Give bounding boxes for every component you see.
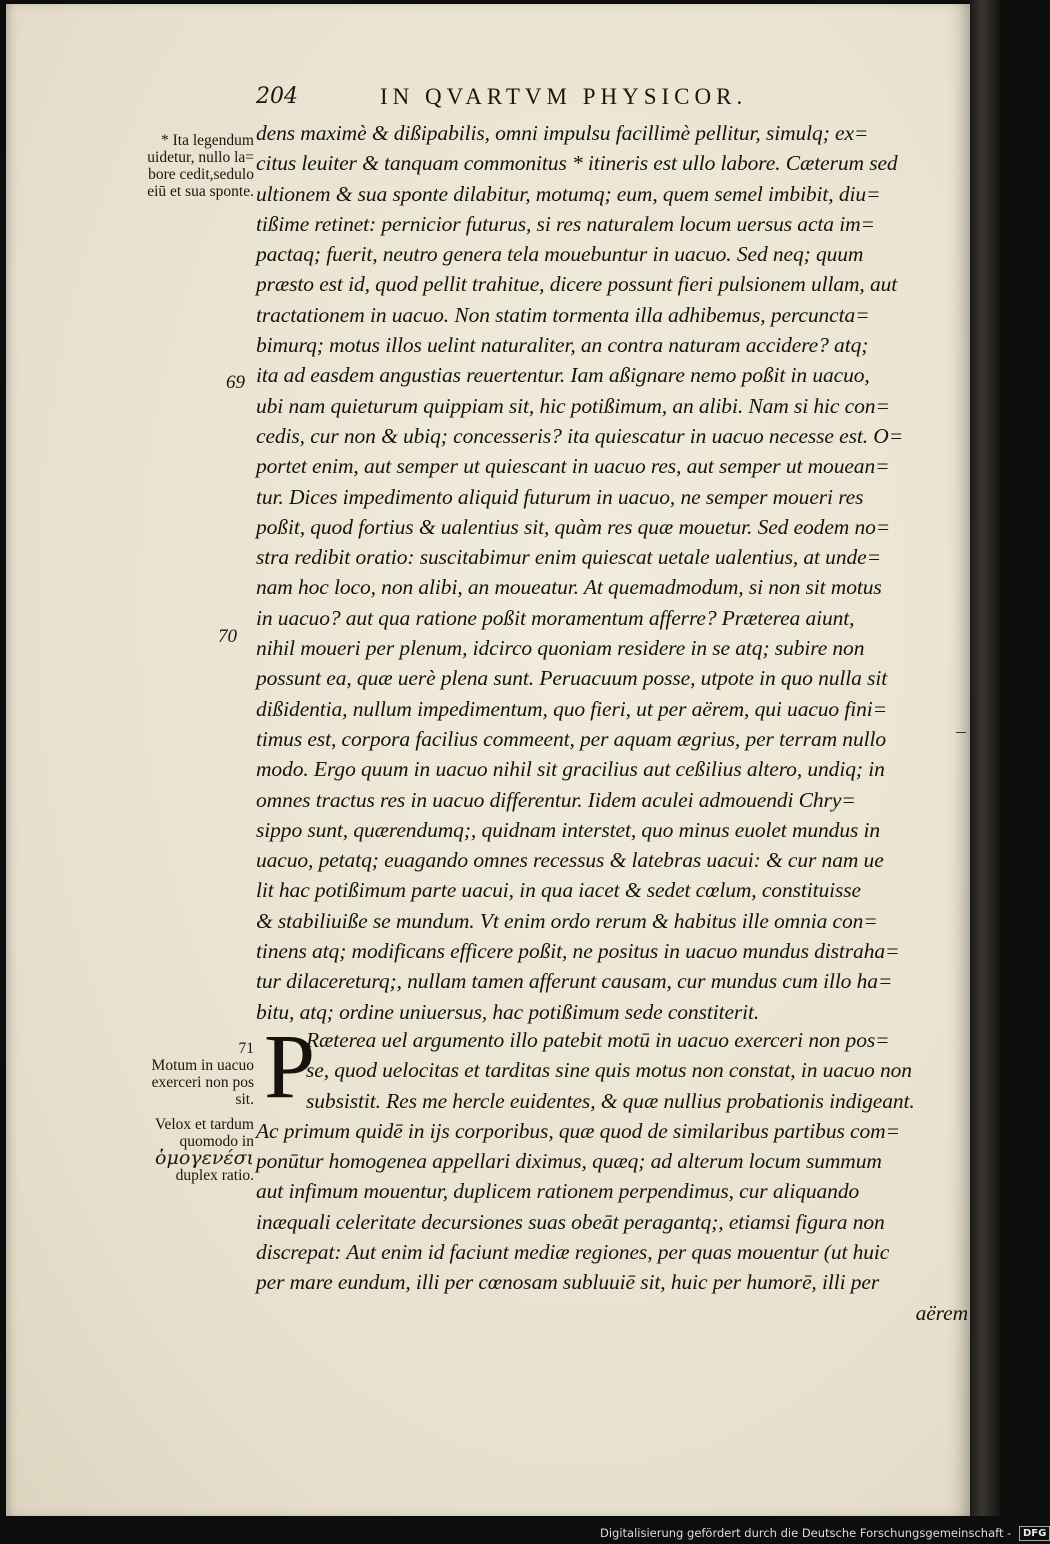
text-line: tißime retinet: pernicior futurus, si res naturalem locum uersus acta im=	[256, 211, 875, 236]
text-line: lit hac potißimum parte uacui, in qua iacet & sedet cœlum, constituisse	[256, 878, 861, 903]
text-line: ponūtur homogenea appellari diximus, quæq; ad alterum locum summum	[256, 1149, 882, 1174]
text-line: cedis, cur non & ubiq; concesseris? ita quiescatur in uacuo necesse est. O=	[256, 423, 904, 448]
text-line: nam hoc loco, non alibi, an moueatur. At quemadmodum, si non sit motus	[256, 575, 882, 600]
text-line: sippo sunt, quærendumq;, quidnam interstet, quo minus euolet mundus in	[256, 817, 881, 842]
margin-number-69: 69	[226, 372, 245, 393]
text-line: timus est, corpora facilius commeent, per aquam ægrius, per terram nullo	[256, 726, 887, 751]
text-line: modo. Ergo quum in uacuo nihil sit gracilius aut ceßilius altero, undiq; in	[256, 757, 885, 782]
text-line: in uacuo? aut qua ratione poßit moramentum afferre? Præterea aiunt,	[256, 605, 855, 630]
text-line: dens maximè & dißipabilis, omni impulsu facillimè pellitur, simulq; ex=	[256, 121, 869, 145]
page-header	[256, 84, 856, 114]
text-line: ita ad easdem angustias reuertentur. Iam aßignare nemo poßit in uacuo,	[256, 363, 870, 388]
text-line: omnes tractus res in uacuo differentur. Iidem aculei admouendi Chry=	[256, 787, 856, 812]
text-line: tur dilacereturq;, nullam tamen afferunt causam, cur mundus cum illo ha=	[256, 969, 893, 994]
text-line: & stabiliuiße se mundum. Vt enim ordo rerum & habitus ille omnia con=	[256, 908, 878, 933]
text-line: uacuo, petatq; euagando omnes recessus & latebras uacui: & cur nam ue	[256, 848, 884, 873]
body-paragraph-1	[256, 118, 968, 1027]
body-paragraph-2	[256, 1015, 968, 1328]
text-line: possunt ea, quæ uerè plena sunt. Peruacuum posse, utpote in quo nulla sit	[256, 666, 888, 691]
text-line: tur. Dices impedimento aliquid futurum in uacuo, ne semper moueri res	[256, 484, 864, 509]
text-line: portet enim, aut semper ut quiescant in uacuo res, aut semper ut mouean=	[256, 454, 890, 479]
page-number: 204	[256, 84, 298, 109]
margin-note-71: 71 Motum in uacuo exerceri non pos sit.	[151, 1040, 254, 1108]
text-line: bimurq; motus illos uelint naturaliter, an contra naturam accidere? atq;	[256, 333, 869, 358]
text-line: pactaq; fuerit, neutro genera tela mouebuntur in uacuo. Sed neq; quum	[256, 242, 864, 267]
greek-word: ὁμογενέσι	[155, 1147, 254, 1169]
drop-cap: P	[264, 1015, 316, 1117]
text-line: præsto est id, quod pellit trahitue, dicere possunt fieri pulsionem ullam, aut	[256, 272, 898, 297]
text-line: ultionem & sua sponte dilabitur, motumq; eum, quem semel imbibit, diu=	[256, 181, 881, 206]
text-line: inæquali celeritate decursiones suas obeāt peragantq;, etiamsi figura non	[256, 1209, 885, 1234]
text-line: aut infimum mouentur, duplicem rationem perpendimus, cur aliquando	[256, 1179, 860, 1204]
text-line: Ac primum quidē in ijs corporibus, quæ quod de similaribus partibus com=	[256, 1118, 900, 1143]
text-line: subsistit. Res me hercle euidentes, & quæ nullius probationis indigeant.	[306, 1088, 915, 1113]
margin-note-reading: * Ita legendum uidetur, nullo la= bore cedit,sedulo eiū et sua sponte.	[147, 132, 254, 200]
text-line: discrepat: Aut enim id faciunt mediæ regiones, per quas mouentur (ut huic	[256, 1240, 890, 1265]
text-line: se, quod uelocitas et tarditas sine quis motus non constat, in uacuo non	[306, 1058, 912, 1083]
text-line: stra redibit oratio: suscitabimur enim quiescat uetale ualentius, at unde=	[256, 545, 881, 570]
text-line: tractationem in uacuo. Non statim tormenta illa adhibemus, percuncta=	[256, 302, 870, 327]
text-line: dißidentia, nullum impedimentum, quo fieri, ut per aërem, qui uacuo fini=	[256, 696, 888, 721]
text-line: tinens atq; modificans efficere poßit, ne positus in uacuo mundus distraha=	[256, 939, 900, 964]
margin-note-velox: Velox et tardum quomodo in ὁμογενέσι duplex ratio.	[106, 1116, 254, 1184]
footer-text: Digitalisierung gefördert durch die Deutsche Forschungsgemeinschaft -	[600, 1526, 1012, 1540]
text-line: per mare eundum, illi per cœnosam subluuiē sit, huic per humorē, illi per	[256, 1270, 880, 1295]
text-line: nihil moueri per plenum, idcirco quoniam residere in se atq; subire non	[256, 636, 865, 661]
margin-number-70: 70	[218, 626, 237, 647]
dfg-logo: DFG	[1019, 1526, 1050, 1541]
digitization-footer	[600, 1524, 1047, 1542]
text-line: bitu, atq; ordine uniuersus, hac potißimum sede constiterit.	[256, 999, 760, 1024]
catchword: aërem	[915, 1300, 968, 1325]
scan-edge	[970, 0, 1000, 1516]
text-line: ubi nam quieturum quippiam sit, hic potißimum, an alibi. Nam si hic con=	[256, 393, 890, 418]
text-line: poßit, quod fortius & ualentius sit, quàm res quæ mouetur. Sed eodem no=	[256, 514, 891, 539]
text-line: citus leuiter & tanquam commonitus * itineris est ullo labore. Cæterum sed	[256, 151, 898, 176]
running-head: IN QVARTVM PHYSICOR.	[380, 84, 748, 109]
text-line: Ræterea uel argumento illo patebit motū in uacuo exerceri non pos=	[306, 1028, 890, 1052]
